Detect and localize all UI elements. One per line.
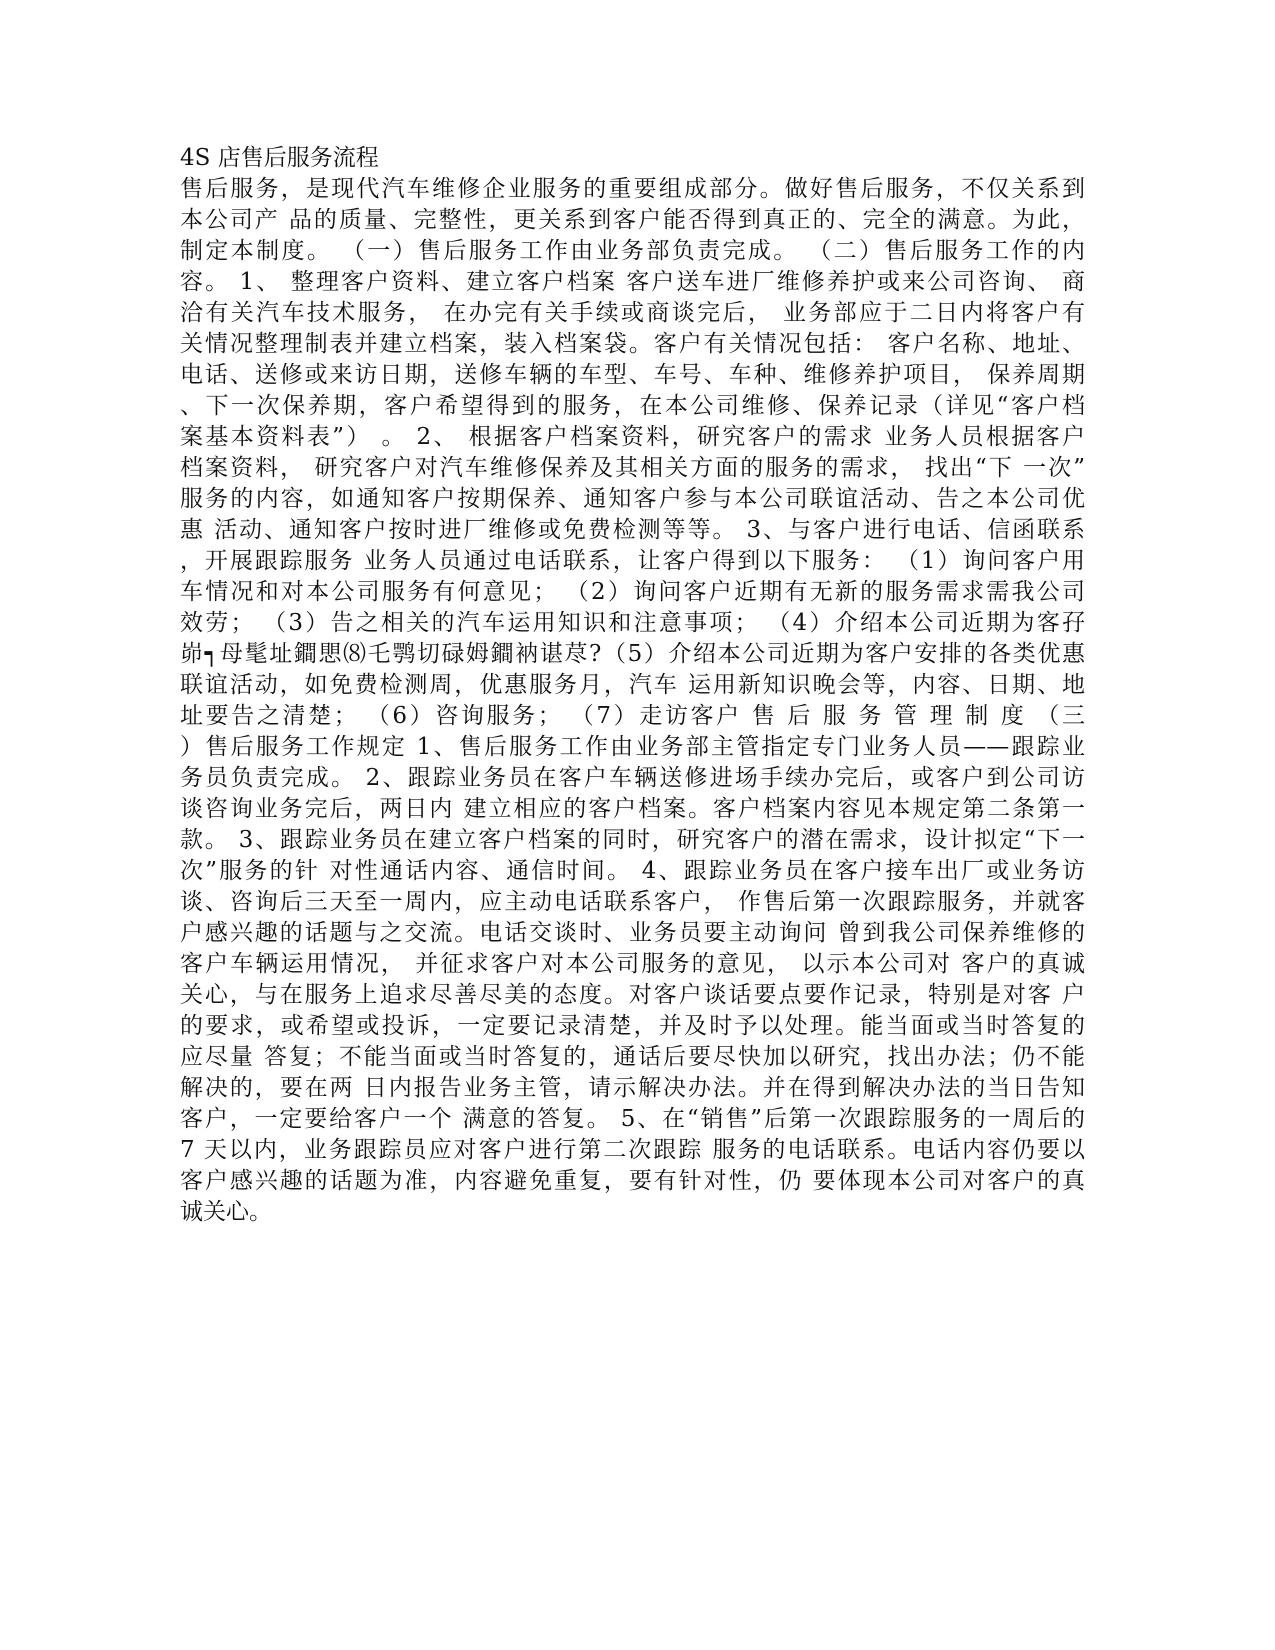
text-line: 关心，与在服务上追求尽善尽美的态度。对客户谈话要点要作记录，特别是对客 户 <box>180 982 1085 1008</box>
text-line: 容。 1、 整理客户资料、建立客户档案 客户送车进厂维修养护或来公司咨询、 商 <box>180 269 1085 295</box>
text-line: 谈咨询业务完后，两日内 建立相应的客户档案。客户档案内容见本规定第二条第一 <box>180 796 1085 822</box>
text-line: 售后服务，是现代汽车维修企业服务的重要组成部分。做好售后服务，不仅关系到 <box>180 176 1085 202</box>
text-line: 址要告之清楚； （6）咨询服务； （7）走访客户 售 后 服 务 管 理 制 度 （三 <box>180 703 1085 729</box>
text-line: 务员负责完成。 2、跟踪业务员在客户车辆送修进场手续办完后，或客户到公司访 <box>180 765 1085 791</box>
text-line: 案基本资料表”） 。 2、 根据客户档案资料，研究客户的需求 业务人员根据客户 <box>180 424 1085 450</box>
text-line: ，开展跟踪服务 业务人员通过电话联系，让客户得到以下服务： （1）询问客户用 <box>180 548 1085 574</box>
text-line: 关情况整理制表并建立档案，装入档案袋。客户有关情况包括： 客户名称、地址、 <box>180 331 1085 357</box>
text-line-last: 诚关心。 <box>180 1199 272 1225</box>
text-line: 、下一次保养期，客户希望得到的服务，在本公司维修、保养记录（详见“客户档 <box>180 393 1085 419</box>
text-line: 峁┑母髦址鐧愳⑻乇鹗切碌姆鐧衲谌荩?（5）介绍本公司近期为客户安排的各类优惠 <box>180 641 1085 667</box>
text-line: 制定本制度。 （一）售后服务工作由业务部负责完成。 （二）售后服务工作的内 <box>180 238 1085 264</box>
text-line: 次”服务的针 对性通话内容、通信时间。 4、跟踪业务员在客户接车出厂或业务访 <box>180 858 1085 884</box>
text-line: 款。 3、跟踪业务员在建立客户档案的同时，研究客户的潜在需求，设计拟定“下一 <box>180 827 1085 853</box>
text-line: 电话、送修或来访日期，送修车辆的车型、车号、车种、维修养护项目， 保养周期 <box>180 362 1085 388</box>
text-line: 联谊活动，如免费检测周，优惠服务月，汽车 运用新知识晚会等，内容、日期、地 <box>180 672 1085 698</box>
text-line: 客户，一定要给客户一个 满意的答复。 5、在“销售”后第一次跟踪服务的一周后的 <box>180 1106 1085 1132</box>
text-line: 谈、咨询后三天至一周内，应主动电话联系客户， 作售后第一次跟踪服务，并就客 <box>180 889 1085 915</box>
text-line: 本公司产 品的质量、完整性，更关系到客户能否得到真正的、完全的满意。为此， <box>180 207 1085 233</box>
document-title: 4S 店售后服务流程 <box>180 145 379 171</box>
text-line: 解决的，要在两 日内报告业务主管，请示解决办法。并在得到解决办法的当日告知 <box>180 1075 1085 1101</box>
text-line: 的要求，或希望或投诉，一定要记录清楚，并及时予以处理。能当面或当时答复的 <box>180 1013 1085 1039</box>
text-line: 效劳； （3）告之相关的汽车运用知识和注意事项； （4）介绍本公司近期为客孖 <box>180 610 1085 636</box>
text-line: 档案资料， 研究客户对汽车维修保养及其相关方面的服务的需求， 找出“下 一次” <box>180 455 1085 481</box>
text-line: 洽有关汽车技术服务， 在办完有关手续或商谈完后， 业务部应于二日内将客户有 <box>180 300 1085 326</box>
text-line: 客户感兴趣的话题为准，内容避免重复，要有针对性，仍 要体现本公司对客户的真 <box>180 1168 1085 1194</box>
text-line: 服务的内容，如通知客户按期保养、通知客户参与本公司联谊活动、告之本公司优 <box>180 486 1085 512</box>
text-line: 车情况和对本公司服务有何意见； （2）询问客户近期有无新的服务需求需我公司 <box>180 579 1085 605</box>
document-body <box>180 143 1085 1228</box>
text-line: 户感兴趣的话题与之交流。电话交谈时、业务员要主动询问 曾到我公司保养维修的 <box>180 920 1085 946</box>
text-line: 客户车辆运用情况， 并征求客户对本公司服务的意见， 以示本公司对 客户的真诚 <box>180 951 1085 977</box>
text-line: ）售后服务工作规定 1、售后服务工作由业务部主管指定专门业务人员——跟踪业 <box>180 734 1085 760</box>
text-line: 惠 活动、通知客户按时进厂维修或免费检测等等。 3、与客户进行电话、信函联系 <box>180 517 1085 543</box>
text-line: 7 天以内，业务跟踪员应对客户进行第二次跟踪 服务的电话联系。电话内容仍要以 <box>180 1137 1085 1163</box>
text-line: 应尽量 答复；不能当面或当时答复的，通话后要尽快加以研究，找出办法；仍不能 <box>180 1044 1085 1070</box>
